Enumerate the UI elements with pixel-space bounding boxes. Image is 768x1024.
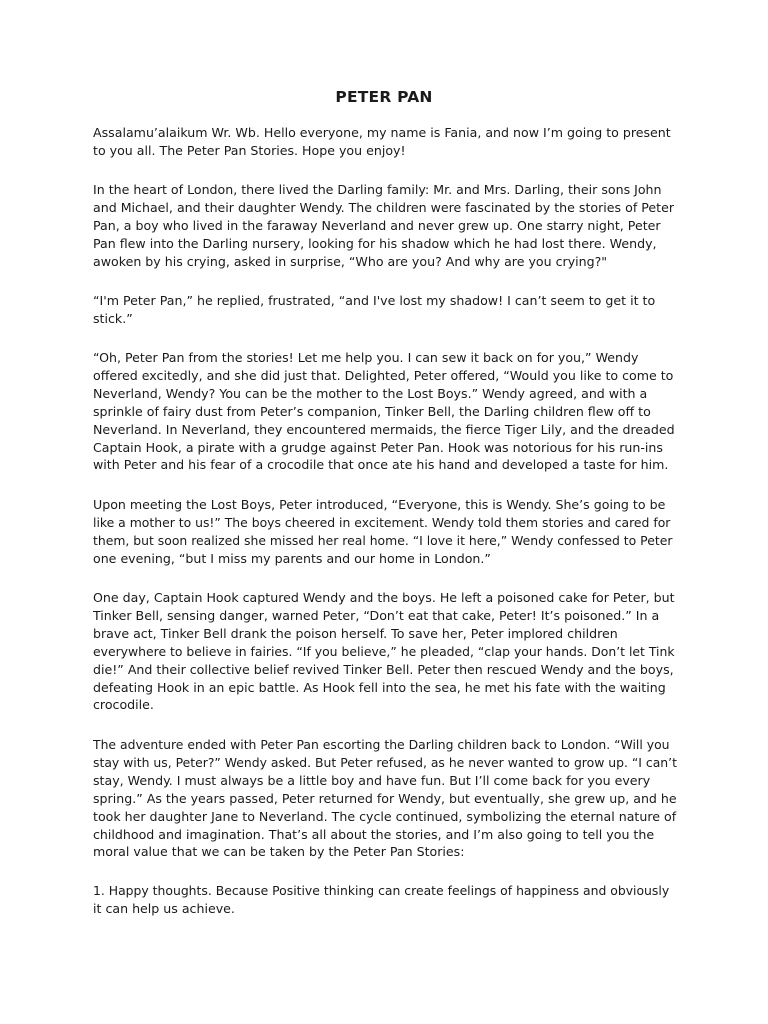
- paragraph-lost-shadow: [93, 292, 678, 328]
- text-line: took her daughter Jane to Neverland. The cycle continued, symbolizing the eternal nature of: [93, 808, 677, 824]
- text-line: crocodile.: [93, 697, 154, 713]
- text-line: everywhere to believe in fairies. “If you believe,” he pleaded, “clap your hands. Don’t let Tink: [93, 643, 675, 659]
- paragraph-darling-family: [93, 181, 678, 271]
- text-line: brave act, Tinker Bell drank the poison herself. To save her, Peter implored children: [93, 625, 618, 641]
- text-line: stay, Wendy. I must always be a little boy and have fun. But I’ll come back for you every: [93, 772, 651, 788]
- page-title: PETER PAN: [335, 88, 433, 106]
- text-line: “I'm Peter Pan,” he replied, frustrated, “and I've lost my shadow! I can’t seem to get it to: [93, 293, 656, 308]
- text-line: Tinker Bell, sensing danger, warned Peter, “Don’t eat that cake, Peter! It’s poisoned.” In a: [93, 607, 660, 623]
- text-line: Neverland, Wendy? You can be the mother to the Lost Boys.” Wendy agreed, and with a: [93, 385, 648, 401]
- text-line: The adventure ended with Peter Pan escorting the Darling children back to London. “Will you: [93, 737, 670, 752]
- text-line: Pan, a boy who lived in the faraway Neverland and never grew up. One starry night, Peter: [93, 217, 661, 233]
- text-line: die!” And their collective belief revived Tinker Bell. Peter then rescued Wendy and the boys,: [93, 661, 674, 677]
- paragraph-moral-happy-thoughts: [93, 882, 678, 918]
- text-line: spring.” As the years passed, Peter returned for Wendy, but eventually, she grew up, and he: [93, 790, 677, 806]
- text-line: moral value that we can be taken by the Peter Pan Stories:: [93, 844, 465, 860]
- text-line: Upon meeting the Lost Boys, Peter introduced, “Everyone, this is Wendy. She’s going to be: [93, 497, 666, 512]
- text-line: Pan flew into the Darling nursery, looking for his shadow which he had lost there. Wendy,: [93, 235, 657, 251]
- text-line: “Oh, Peter Pan from the stories! Let me help you. I can sew it back on for you,” Wendy: [93, 350, 639, 365]
- text-line: stick.”: [93, 310, 133, 326]
- text-line: Neverland. In Neverland, they encountered mermaids, the fierce Tiger Lily, and the dreaded: [93, 421, 675, 437]
- paragraph-adventure-end: [93, 736, 678, 861]
- text-line: them, but soon realized she missed her real home. “I love it here,” Wendy confessed to Peter: [93, 532, 673, 548]
- text-line: Captain Hook, a pirate with a grudge against Peter Pan. Hook was notorious for his run-ins: [93, 439, 663, 455]
- text-line: One day, Captain Hook captured Wendy and the boys. He left a poisoned cake for Peter, but: [93, 590, 675, 605]
- text-line: to you all. The Peter Pan Stories. Hope you enjoy!: [93, 142, 406, 158]
- text-line: 1. Happy thoughts. Because Positive thinking can create feelings of happiness and obviously: [93, 883, 670, 898]
- paragraph-lost-boys: [93, 496, 678, 568]
- text-line: stay with us, Peter?” Wendy asked. But Peter refused, as he never wanted to grow up. “I can’t: [93, 754, 677, 770]
- paragraph-neverland: [93, 349, 678, 474]
- text-line: one evening, “but I miss my parents and our home in London.”: [93, 550, 491, 566]
- text-line: defeating Hook in an epic battle. As Hook fell into the sea, he met his fate with the waiting: [93, 679, 666, 695]
- text-line: it can help us achieve.: [93, 900, 235, 916]
- text-line: and Michael, and their daughter Wendy. The children were fascinated by the stories of Peter: [93, 199, 675, 215]
- text-line: like a mother to us!” The boys cheered in excitement. Wendy told them stories and cared for: [93, 514, 671, 530]
- text-line: awoken by his crying, asked in surprise, “Who are you? And why are you crying?": [93, 253, 608, 269]
- text-line: offered excitedly, and she did just that. Delighted, Peter offered, “Would you like to come to: [93, 367, 674, 383]
- text-line: childhood and imagination. That’s all about the stories, and I’m also going to tell you the: [93, 826, 655, 842]
- text-line: Assalamu’alaikum Wr. Wb. Hello everyone, my name is Fania, and now I’m going to present: [93, 125, 671, 140]
- text-line: with Peter and his fear of a crocodile that once ate his hand and developed a taste for him.: [93, 457, 669, 473]
- text-line: sprinkle of fairy dust from Peter’s companion, Tinker Bell, the Darling children flew off to: [93, 403, 651, 419]
- text-line: In the heart of London, there lived the Darling family: Mr. and Mrs. Darling, their sons John: [93, 182, 662, 197]
- paragraph-captain-hook: [93, 589, 678, 714]
- paragraph-greeting: [93, 124, 678, 160]
